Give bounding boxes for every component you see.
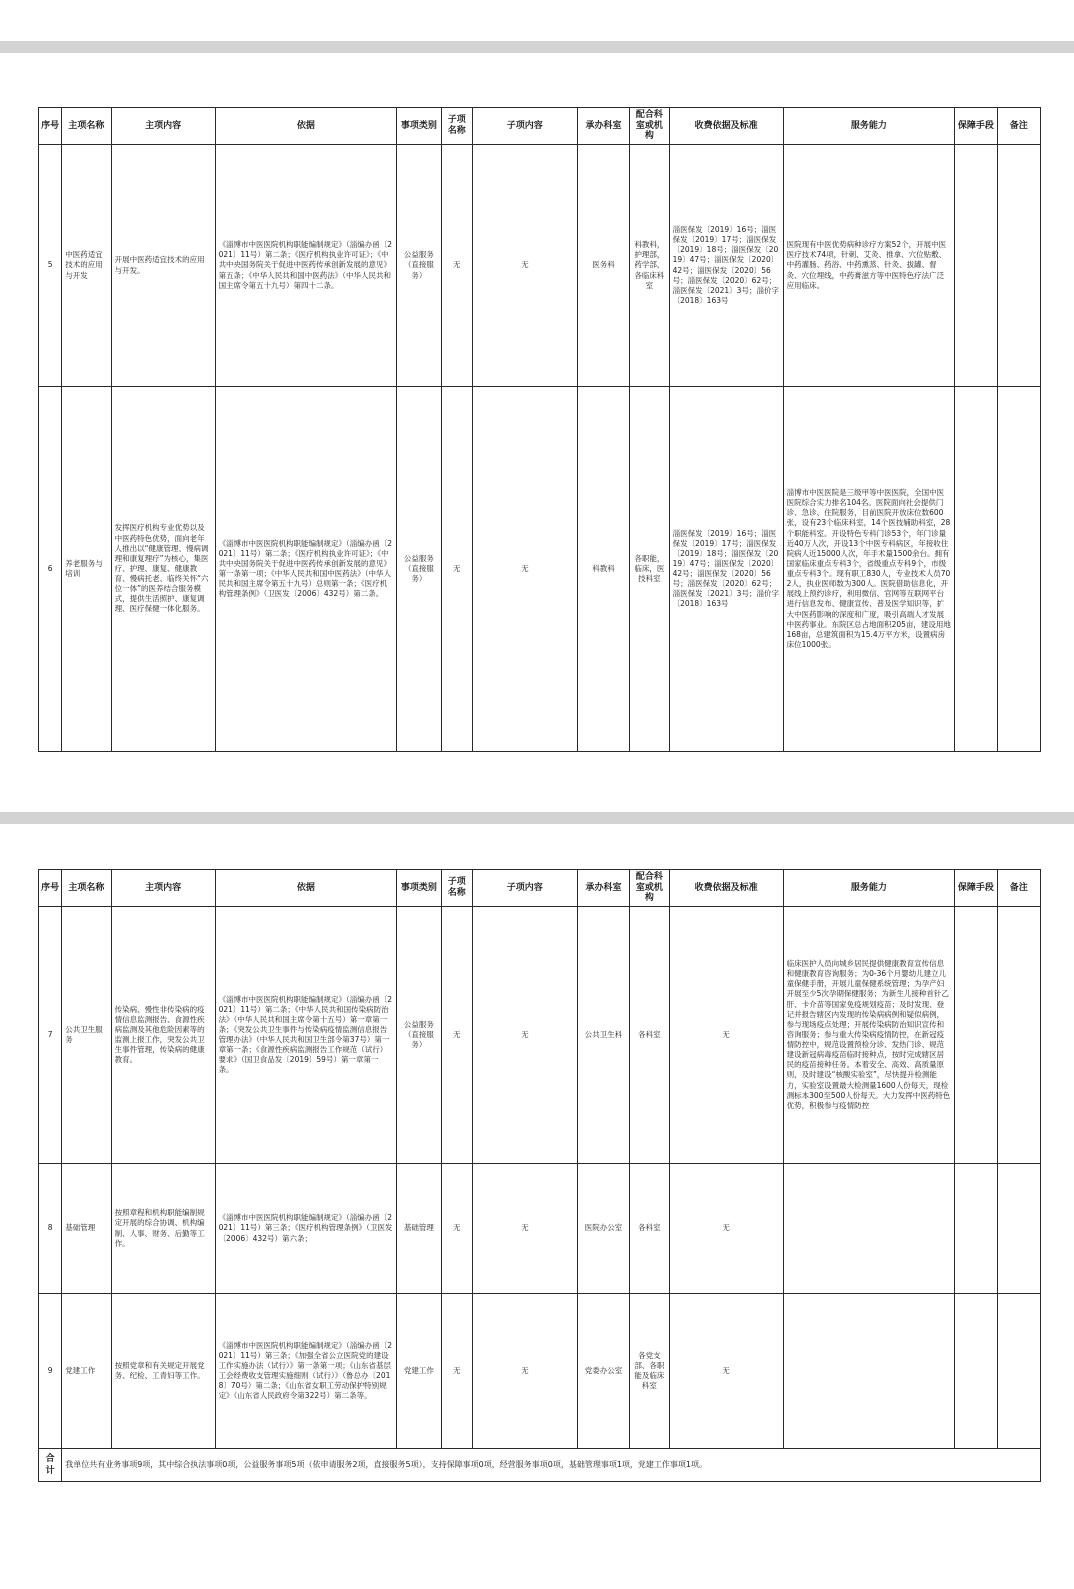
header-type: 事项类别 [397,870,441,907]
header-remark: 备注 [997,870,1040,907]
cell-remark [997,387,1040,752]
table-row [39,387,1041,752]
cell-coop: 各职能，临床，医技科室 [630,387,669,752]
header-coop: 配合科室或机构 [630,870,669,907]
cell-fee: 无 [669,1294,783,1449]
header-remark: 备注 [997,108,1040,145]
cell-sub-content: 无 [472,907,577,1164]
header-fee: 收费依据及标准 [669,108,783,145]
header-fee: 收费依据及标准 [669,870,783,907]
cell-name: 公共卫生服务 [62,907,111,1164]
header-row [39,108,1041,145]
header-basis: 依据 [215,108,397,145]
cell-dept: 科教科 [577,387,629,752]
cell-fee: 淄医保发〔2019〕16号；淄医保发〔2019〕17号；淄医保发〔2019〕18号；淄医保发〔2019〕47号；淄医保发〔2020〕42号；淄医保发〔2020〕56号；淄医保发〔2020〕62号；淄医保发〔2021〕3号；淄价字〔2018〕163号 [669,387,783,752]
header-name: 主项名称 [62,108,111,145]
cell-name: 党建工作 [62,1294,111,1449]
header-guarantee: 保障手段 [955,870,997,907]
header-content: 主项内容 [111,870,215,907]
cell-remark [997,145,1040,387]
header-coop: 配合科室或机构 [630,108,669,145]
page-separator-middle [0,812,1074,824]
cell-name: 养老服务与培训 [62,387,111,752]
cell-dept: 公共卫生科 [577,907,629,1164]
header-capacity: 服务能力 [783,870,955,907]
cell-basis: 《淄博市中医医院机构职能编制规定》（淄编办函〔2021〕11号）第二条；《中华人民共和国传染病防治法》（中华人民共和国主席令第十五号）第一章第一条；《突发公共卫生事件与传染病疫情监测信息报告管理办法》（中华人民共和国卫生部令第37号）第一章第一条；《食源性疾病监测报告工作规范（试行）要求》（国卫食品发〔2019〕59号）第一章第一条。 [215,907,397,1164]
cell-name: 中医药适宜技术的应用与开发 [62,145,111,387]
cell-capacity: 淄博市中医医院是三级甲等中医医院，全国中医医院综合实力排名104名。医院面向社会提供门诊、急诊、住院服务，目前医院开放床位数600张，设有23个临床科室，14个医技辅助科室，28个职能科室。开设特色专科门诊53个，年门诊量近40万人次，开设13个中医专科病区，年接收住院病人近15000人次，年手术量1500余台。拥有国家临床重点专科3个，省级重点专科9个，市级重点专科3个。现有职工830人，专业技术人员702人，执业医师数为300人。医院借助信息化，开展线上预约诊疗，利用微信、官网等互联网平台进行信息发布、健康宣传、普及医学知识等，扩大中医药影响的深度和广度，吸引高端人才发展中医药事业。东院区总占地面积205亩，建设用地168亩，总建筑面积为15.4万平方米，设置病房床位1000张。 [783,387,955,752]
cell-no: 6 [39,387,62,752]
cell-guarantee [955,145,997,387]
total-row [39,1449,1041,1482]
cell-fee: 无 [669,907,783,1164]
cell-no: 5 [39,145,62,387]
cell-coop: 科教科，护理部，药学部，各临床科室 [630,145,669,387]
header-no: 序号 [39,870,62,907]
cell-guarantee [955,907,997,1164]
cell-sub-name: 无 [441,145,472,387]
cell-sub-content: 无 [472,1164,577,1294]
cell-type: 公益服务（直接服务） [397,907,441,1164]
header-guarantee: 保障手段 [955,108,997,145]
cell-capacity: 医院现有中医优势病种诊疗方案52个，开展中医医疗技术74项，针刺、艾灸、推拿、穴位贴敷、中药灌肠、药浴、中药熏蒸、针灸、拔罐、督灸、穴位埋线，中药膏滋方等中医特色疗法广泛应用临床。 [783,145,955,387]
cell-sub-content: 无 [472,145,577,387]
cell-type: 党建工作 [397,1294,441,1449]
cell-content: 开展中医药适宜技术的应用与开发。 [111,145,215,387]
cell-name: 基础管理 [62,1164,111,1294]
header-sub-name: 子项名称 [441,108,472,145]
cell-guarantee [955,1164,997,1294]
table-row [39,1164,1041,1294]
cell-coop: 各党支部、各职能及临床科室 [630,1294,669,1449]
cell-sub-name: 无 [441,907,472,1164]
cell-no: 7 [39,907,62,1164]
cell-capacity [783,1294,955,1449]
table-row [39,907,1041,1164]
cell-coop: 各科室 [630,907,669,1164]
header-no: 序号 [39,108,62,145]
cell-fee: 淄医保发〔2019〕16号；淄医保发〔2019〕17号；淄医保发〔2019〕18号；淄医保发〔2019〕47号；淄医保发〔2020〕42号；淄医保发〔2020〕56号；淄医保发〔2020〕62号；淄医保发〔2021〕3号；淄价字〔2018〕163号 [669,145,783,387]
cell-content: 按照党章和有关规定开展党务、纪检、工青妇等工作。 [111,1294,215,1449]
table-row [39,145,1041,387]
header-sub-content: 子项内容 [472,870,577,907]
header-sub-name: 子项名称 [441,870,472,907]
cell-content: 按照章程和机构职能编制规定开展的综合协调、机构编制、人事、财务、后勤等工作。 [111,1164,215,1294]
cell-type: 公益服务（直接服务） [397,387,441,752]
cell-guarantee [955,1294,997,1449]
cell-remark [997,907,1040,1164]
cell-basis: 《淄博市中医医院机构职能编制规定》（淄编办函〔2021〕11号）第二条；《医疗机构执业许可证》；《中共中央国务院关于促进中医药传承创新发展的意见》第一条第一项；《中华人民共和国中医药法》（中华人民共和国主席令第五十九号）总则第一条；《医疗机构管理条例》（卫医发〔2006〕432号）第二条。 [215,387,397,752]
header-dept: 承办科室 [577,870,629,907]
cell-basis: 《淄博市中医医院机构职能编制规定》（淄编办函〔2021〕11号）第三条；《加强全省公立医院党的建设工作实施办法（试行）》第一条第一项；《山东省基层工会经费收支管理实施细则（试行）》（鲁总办〔2018〕70号）第二条；《山东省女职工劳动保护特别规定》（山东省人民政府令第322号）第二条等。 [215,1294,397,1449]
page-separator-top [0,41,1074,53]
cell-basis: 《淄博市中医医院机构职能编制规定》（淄编办函〔2021〕11号）第二条；《医疗机构执业许可证》；《中共中央国务院关于促进中医药传承创新发展的意见》第五条；《中华人民共和国中医药法》（中华人民共和国主席令第五十九号）第四十二条。 [215,145,397,387]
table-row [39,1294,1041,1449]
cell-no: 8 [39,1164,62,1294]
cell-dept: 医院办公室 [577,1164,629,1294]
header-type: 事项类别 [397,108,441,145]
cell-type: 公益服务（直接服务） [397,145,441,387]
cell-content: 传染病、慢性非传染病的疫情信息监测报告、食源性疾病监测及其他危险因素等的监测上报工作，突发公共卫生事件管理，传染病的健康教育。 [111,907,215,1164]
cell-dept: 党委办公室 [577,1294,629,1449]
total-label: 合计 [39,1449,62,1482]
cell-sub-name: 无 [441,1294,472,1449]
cell-content: 发挥医疗机构专业优势以及中医药特色优势，面向老年人推出以“健康管理、慢病调理和康复理疗”为核心，集医疗、护理、康复、健康教育、慢病托老、临终关怀“六位一体”的医养结合服务模式，提供生活照护、康复调理、医疗保健一体化服务。 [111,387,215,752]
service-table-page-1 [38,107,1041,752]
header-sub-content: 子项内容 [472,108,577,145]
cell-sub-name: 无 [441,1164,472,1294]
cell-type: 基础管理 [397,1164,441,1294]
cell-capacity [783,1164,955,1294]
cell-no: 9 [39,1294,62,1449]
header-basis: 依据 [215,870,397,907]
cell-capacity: 临床医护人员向城乡居民提供健康教育宣传信息和健康教育咨询服务；为0-36个月婴幼儿建立儿童保健手册，开展儿童保健系统管理；为孕产妇开展至少5次孕期保健服务；为新生儿接种首针乙肝、卡介苗等国家免疫规划疫苗；及时发现、登记并报告辖区内发现的传染病病例和疑似病例，参与现场疫点处理；开展传染病防治知识宣传和咨询服务；参与重大传染病疫情防控，在新冠疫情防控中，规范设置预检分诊、发热门诊、规范建设新冠病毒疫苗临时接种点，按时完成辖区居民的疫苗接种任务。本着安全、高效、高质量原则，及时建设“核酸实验室”，尽快提升检测能力，实验室设置最大检测量1600人份每天，现检测标本300至500人份每天。大力发挥中医药特色优势，积极参与疫情防控 [783,907,955,1164]
cell-remark [997,1294,1040,1449]
header-row [39,870,1041,907]
cell-fee: 无 [669,1164,783,1294]
cell-guarantee [955,387,997,752]
service-table-page-2 [38,869,1041,1482]
cell-coop: 各科室 [630,1164,669,1294]
cell-sub-name: 无 [441,387,472,752]
cell-basis: 《淄博市中医医院机构职能编制规定》（淄编办函〔2021〕11号）第三条；《医疗机构管理条例》（卫医发〔2006〕432号）第六条； [215,1164,397,1294]
header-dept: 承办科室 [577,108,629,145]
header-capacity: 服务能力 [783,108,955,145]
cell-remark [997,1164,1040,1294]
cell-dept: 医务科 [577,145,629,387]
cell-sub-content: 无 [472,387,577,752]
header-content: 主项内容 [111,108,215,145]
total-summary: 我单位共有业务事项9项，其中综合执法事项0项，公益服务事项5项（依申请服务2项，直接服务5项），支持保障事项0项，经营服务事项0项，基础管理事项1项，党建工作事项1项。 [62,1449,1041,1482]
header-name: 主项名称 [62,870,111,907]
cell-sub-content: 无 [472,1294,577,1449]
